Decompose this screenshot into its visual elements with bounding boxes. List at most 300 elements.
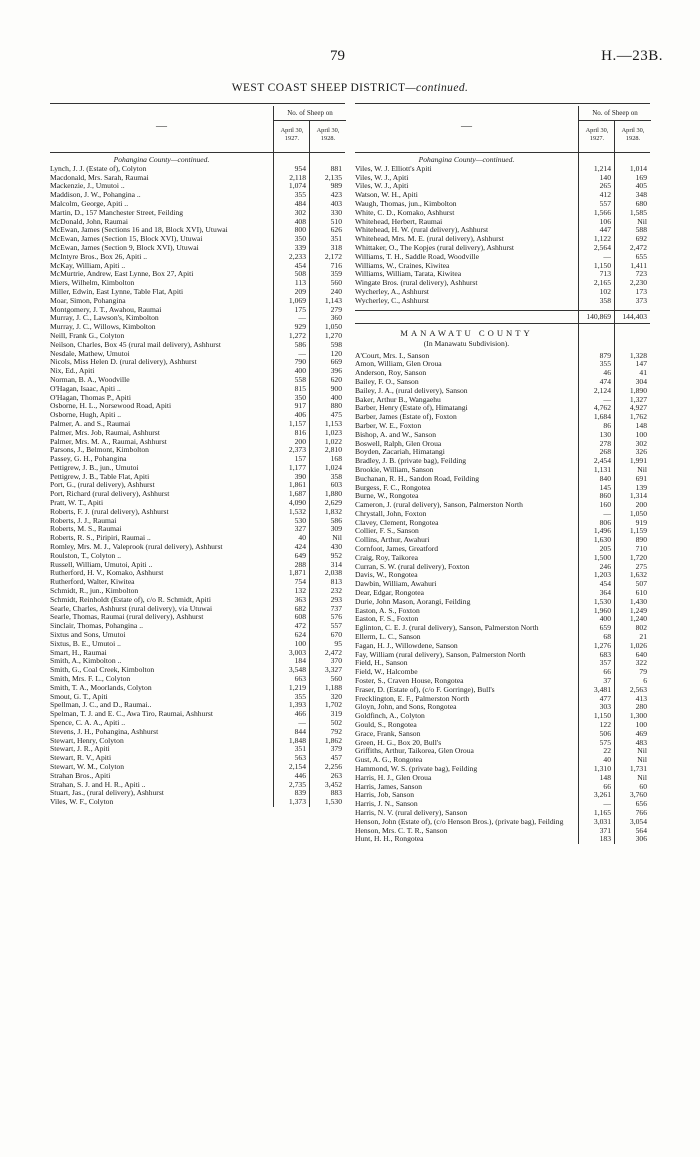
owner-name: Pettigrew, J. B., Table Flat, Apiti bbox=[50, 471, 150, 481]
sheep-1928: 348 bbox=[635, 190, 647, 200]
sheep-1927: 2,454 bbox=[593, 456, 611, 466]
sheep-1928: 263 bbox=[330, 770, 342, 780]
sheep-1928: Nil bbox=[637, 464, 647, 474]
sheep-1927: 663 bbox=[294, 674, 306, 684]
sheep-1928: Nil bbox=[637, 746, 647, 756]
owner-name: Stevens, J. H., Pohangina, Ashhurst bbox=[50, 726, 159, 736]
sheep-1928: 710 bbox=[635, 544, 647, 554]
sheep-1927: 408 bbox=[294, 216, 306, 226]
sheep-1927: 100 bbox=[294, 638, 306, 648]
document-reference: H.—23B. bbox=[601, 48, 663, 64]
owner-name: Murray, J. C., Lawson's, Kimbolton bbox=[50, 313, 159, 323]
sheep-1928: 640 bbox=[635, 649, 647, 659]
owner-name: Strahan Bros., Apiti bbox=[50, 770, 111, 780]
sheep-1928: 1,720 bbox=[629, 552, 647, 562]
sheep-1928: 200 bbox=[635, 500, 647, 510]
sheep-1928: 1,014 bbox=[629, 163, 647, 173]
owner-name: Lynch, J. J. (Estate of), Colyton bbox=[50, 163, 147, 173]
sheep-1927: 839 bbox=[294, 788, 306, 798]
owner-name: Nicols, Miss Helen D. (rural delivery), Ashhurst bbox=[50, 357, 197, 367]
owner-name: Burgess, F. C., Rongotea bbox=[355, 482, 431, 492]
table-row bbox=[50, 798, 345, 807]
owner-name: Strahan, S. J. and H. R., Apiti .. bbox=[50, 779, 146, 789]
sheep-1928: Nil bbox=[637, 772, 647, 782]
sheep-1927: 350 bbox=[294, 234, 306, 244]
owner-name: Stuart, Jas., (rural delivery), Ashhurst bbox=[50, 788, 164, 798]
sheep-1928: 1,731 bbox=[629, 764, 647, 773]
header-group-label: No. of Sheep on bbox=[578, 106, 651, 121]
sheep-1928: 413 bbox=[635, 693, 647, 703]
sheep-1928: 1,022 bbox=[324, 436, 342, 446]
owner-name: Mackenzie, J., Umutoi .. bbox=[50, 181, 125, 191]
sheep-1928: 2,230 bbox=[629, 278, 647, 288]
sheep-1928: 1,143 bbox=[324, 295, 342, 305]
owner-name: Harris, N. V. (rural delivery), Sanson bbox=[355, 807, 468, 817]
sheep-1928: 147 bbox=[635, 359, 647, 369]
sheep-1927: 806 bbox=[599, 517, 611, 527]
sheep-1927: 624 bbox=[294, 630, 306, 640]
owner-name: Bradley, J. B. (private bag), Feilding bbox=[355, 456, 467, 466]
sheep-1927: 355 bbox=[599, 359, 611, 369]
sheep-1928: 79 bbox=[639, 667, 647, 677]
sheep-1928: 360 bbox=[330, 313, 342, 323]
sheep-1927: 40 bbox=[603, 755, 611, 765]
sheep-1927: 713 bbox=[599, 269, 611, 279]
sheep-1928: 881 bbox=[330, 163, 342, 173]
table-header bbox=[355, 103, 650, 153]
owner-name: Fraser, D. (Estate of), (c/o F. Gorringe), Bull's bbox=[355, 684, 495, 694]
owner-name: Green, H. G., Box 20, Bull's bbox=[355, 737, 442, 747]
owner-name: Sinclair, Thomas, Pohangina .. bbox=[50, 621, 143, 631]
owner-name: Harris, J. N., Sanson bbox=[355, 799, 418, 809]
sheep-1928: 1,300 bbox=[629, 711, 647, 721]
sheep-1928: 1,585 bbox=[629, 207, 647, 217]
sheep-1928: 318 bbox=[330, 242, 342, 252]
owner-name: Bailey, F. O., Sanson bbox=[355, 376, 419, 386]
owner-name: Smart, H., Raumai bbox=[50, 647, 107, 657]
sheep-1928: 3,327 bbox=[324, 665, 342, 675]
sheep-1928: 2,172 bbox=[324, 251, 342, 261]
sheep-1928: 169 bbox=[635, 172, 647, 182]
table-row bbox=[355, 297, 650, 306]
owner-name: Gust, A. G., Rongotea bbox=[355, 755, 423, 765]
sheep-1928: 379 bbox=[330, 744, 342, 754]
sheep-1928: 4,927 bbox=[629, 403, 647, 413]
owner-name: Ellerm, L. C., Sanson bbox=[355, 632, 421, 642]
sheep-1927: 1,122 bbox=[593, 234, 611, 244]
owner-name: Chrystall, John, Foxton bbox=[355, 508, 427, 518]
sheep-1928: 41 bbox=[639, 368, 647, 378]
sheep-1928: 100 bbox=[635, 429, 647, 439]
sheep-1928: 576 bbox=[330, 612, 342, 622]
owner-name: O'Hagan, Thomas P., Apiti bbox=[50, 392, 131, 402]
sheep-1928: Nil bbox=[637, 216, 647, 226]
sheep-1927: 1,157 bbox=[288, 418, 306, 428]
sheep-1927: 4,762 bbox=[593, 403, 611, 413]
sheep-1927: 400 bbox=[599, 614, 611, 624]
owner-name: Durie, John Mason, Aorangi, Feilding bbox=[355, 596, 471, 606]
owner-name: Field, H., Sanson bbox=[355, 658, 408, 668]
sheep-1928: 670 bbox=[330, 630, 342, 640]
sheep-1927: 3,481 bbox=[593, 684, 611, 694]
sheep-1928: 1,328 bbox=[629, 350, 647, 360]
sheep-1927: 66 bbox=[603, 781, 611, 791]
sheep-1927: 474 bbox=[599, 376, 611, 386]
sheep-1927: 1,530 bbox=[593, 596, 611, 606]
owner-name: Roberts, F. J. (rural delivery), Ashhurst bbox=[50, 506, 169, 516]
sheep-1927: 2,233 bbox=[288, 251, 306, 261]
owner-name: Hammond, W. S. (private bag), Feilding bbox=[355, 764, 478, 773]
owner-name: Burne, W., Rongotea bbox=[355, 491, 419, 501]
owner-name: Clavey, Clement, Rongotea bbox=[355, 517, 439, 527]
owner-name: Murray, J. C., Willows, Kimbolton bbox=[50, 322, 156, 332]
sheep-1927: 659 bbox=[599, 623, 611, 633]
sheep-1927: 302 bbox=[294, 207, 306, 217]
sheep-1927: 205 bbox=[599, 544, 611, 554]
sheep-1927: 122 bbox=[599, 720, 611, 730]
sheep-1928: 723 bbox=[635, 269, 647, 279]
sheep-1928: 1,702 bbox=[324, 700, 342, 710]
sheep-1928: 680 bbox=[635, 198, 647, 208]
owner-name: Henson, John (Estate of), (c/o Henson Bros.), (private bag), Feilding bbox=[355, 816, 564, 826]
sheep-1928: 240 bbox=[330, 286, 342, 296]
owner-name: McKay, William, Apiti .. bbox=[50, 260, 126, 270]
sheep-1928: 2,563 bbox=[629, 684, 647, 694]
sheep-1927: 160 bbox=[599, 500, 611, 510]
sheep-1928: 1,159 bbox=[629, 526, 647, 536]
sheep-1927: 327 bbox=[294, 524, 306, 534]
header-col-1928: April 30, 1928. bbox=[614, 121, 651, 152]
sheep-1927: 1,532 bbox=[288, 506, 306, 516]
owner-name: Neill, Frank G., Colyton bbox=[50, 330, 125, 340]
owner-name: Maddison, J. W., Pohangina .. bbox=[50, 190, 141, 200]
owner-name: Roberts, R. S., Piripiri, Raumai .. bbox=[50, 533, 151, 543]
owner-name: Pettigrew, J. B., jun., Umutoi bbox=[50, 462, 139, 472]
owner-name: Searle, Thomas, Raumai (rural delivery), Ashhurst bbox=[50, 612, 204, 622]
sheep-1927: 4,090 bbox=[288, 498, 306, 508]
owner-name: Frecklington, E. F., Palmerston North bbox=[355, 693, 470, 703]
owner-name: Collier, F. S., Sanson bbox=[355, 526, 419, 536]
sheep-1928: 168 bbox=[330, 454, 342, 464]
sheep-1927: 246 bbox=[599, 561, 611, 571]
sheep-1927: 209 bbox=[294, 286, 306, 296]
sheep-1928: 403 bbox=[330, 198, 342, 208]
sheep-1928: 588 bbox=[635, 225, 647, 235]
sheep-1928: 557 bbox=[330, 621, 342, 631]
sheep-1927: 1,496 bbox=[593, 526, 611, 536]
owner-name: Williams, W., Craines, Kiwitea bbox=[355, 260, 450, 270]
owner-name: Harris, James, Sanson bbox=[355, 781, 423, 791]
owner-name: Craig, Roy, Taikorea bbox=[355, 552, 418, 562]
sheep-1927: 2,165 bbox=[593, 278, 611, 288]
sheep-1928: 95 bbox=[334, 638, 342, 648]
sheep-1927: 790 bbox=[294, 357, 306, 367]
title-suffix: —continued. bbox=[405, 82, 469, 94]
sheep-1927: 140 bbox=[599, 172, 611, 182]
owner-name: Harris, H. J., Glen Oroua bbox=[355, 772, 432, 782]
sheep-1927: 3,261 bbox=[593, 790, 611, 800]
sheep-1928: 626 bbox=[330, 225, 342, 235]
header-col-1928: April 30, 1928. bbox=[309, 121, 346, 152]
sheep-1928: 766 bbox=[635, 807, 647, 817]
owner-name: Field, W., Halcombe bbox=[355, 667, 418, 677]
sheep-1928: 610 bbox=[635, 588, 647, 598]
sheep-1927: 1,131 bbox=[593, 464, 611, 474]
sheep-1928: 560 bbox=[330, 674, 342, 684]
owner-name: Hunt, H. H., Rongotea bbox=[355, 834, 424, 844]
sheep-1928: 373 bbox=[635, 295, 647, 305]
sheep-1928: 293 bbox=[330, 594, 342, 604]
owner-name: Cameron, J. (rural delivery), Sanson, Palmerston North bbox=[355, 500, 523, 510]
sheep-1927: 265 bbox=[599, 181, 611, 191]
owner-name: Macdonald, Mrs. Sarah, Raumai bbox=[50, 172, 149, 182]
sheep-1927: 506 bbox=[599, 728, 611, 738]
owner-name: Palmer, Mrs. Job, Raumai, Ashhurst bbox=[50, 427, 160, 437]
sheep-1928: 792 bbox=[330, 726, 342, 736]
sheep-1928: 1,327 bbox=[629, 394, 647, 404]
sheep-1927: 86 bbox=[603, 420, 611, 430]
sheep-1928: 2,472 bbox=[629, 242, 647, 252]
owner-name: Rutherford, H. V., Komako, Ashhurst bbox=[50, 568, 164, 578]
sheep-1927: 2,373 bbox=[288, 445, 306, 455]
owner-name: Wycherley, A., Ashhurst bbox=[355, 286, 429, 296]
sheep-1928: 880 bbox=[330, 401, 342, 411]
owner-name: Schmidt, R., jun., Kimbolton bbox=[50, 586, 139, 596]
sheep-1928: 351 bbox=[330, 234, 342, 244]
sheep-1927: 447 bbox=[599, 225, 611, 235]
sheep-1927: 351 bbox=[294, 744, 306, 754]
sheep-1928: 1,890 bbox=[629, 385, 647, 395]
owner-name: Osborne, H. L., Norsewood Road, Apiti bbox=[50, 401, 172, 411]
owner-name: Eglinton, C. E. J. (rural delivery), Sanson, Palmerston North bbox=[355, 623, 539, 633]
sheep-1927: 140,869 bbox=[586, 311, 611, 321]
sheep-1927: 102 bbox=[599, 286, 611, 296]
header-col-1927: April 30, 1927. bbox=[578, 121, 615, 152]
sheep-1927: 879 bbox=[599, 350, 611, 360]
sheep-1927: — bbox=[298, 348, 306, 358]
sheep-1928: 144,403 bbox=[622, 311, 647, 321]
owner-name: Wingate Bros. (rural delivery), Ashhurst bbox=[355, 278, 478, 288]
owner-name: Baker, Arthur B., Wangaehu bbox=[355, 394, 441, 404]
sheep-1928: 510 bbox=[330, 216, 342, 226]
sheep-1928: 952 bbox=[330, 550, 342, 560]
owner-name: Curran, S. W. (rural delivery), Foxton bbox=[355, 561, 470, 571]
sheep-1928: 737 bbox=[330, 603, 342, 613]
sheep-1928: 319 bbox=[330, 709, 342, 719]
owner-name: Osborne, Hugh, Apiti .. bbox=[50, 410, 122, 420]
sheep-1927: 37 bbox=[603, 676, 611, 686]
owner-name: McDonald, John, Raumai bbox=[50, 216, 129, 226]
owner-name: Romley, Mrs. M. J., Valeprook (rural delivery), Ashhurst bbox=[50, 542, 223, 552]
sheep-1928: 1,411 bbox=[630, 260, 647, 270]
owner-name: Gloyn, John, and Sons, Rongotea bbox=[355, 702, 457, 712]
owner-name: Sixtus and Sons, Umutoi bbox=[50, 630, 126, 640]
sheep-1927: 917 bbox=[294, 401, 306, 411]
owner-name: Waugh, Thomas, jun., Kimbolton bbox=[355, 198, 457, 208]
owner-name: Bishop, A. and W., Sanson bbox=[355, 429, 437, 439]
owner-name: Spelman, T. J. and E. C., Awa Tiro, Raumai, Ashhurst bbox=[50, 709, 213, 719]
sheep-1927: 586 bbox=[294, 339, 306, 349]
owner-name: Dear, Edgar, Rongotea bbox=[355, 588, 424, 598]
sheep-1927: 183 bbox=[599, 834, 611, 844]
sheep-1928: 813 bbox=[330, 577, 342, 587]
sheep-1928: 400 bbox=[330, 392, 342, 402]
sheep-1928: 100 bbox=[635, 720, 647, 730]
sheep-1927: 1,861 bbox=[288, 480, 306, 490]
owner-name: Stewart, Henry, Colyton bbox=[50, 735, 124, 745]
sheep-1927: 530 bbox=[294, 515, 306, 525]
table-header bbox=[50, 103, 345, 153]
sheep-1927: 200 bbox=[294, 436, 306, 446]
sheep-1928: 502 bbox=[330, 718, 342, 727]
sheep-1927: 357 bbox=[599, 658, 611, 668]
owner-name: Nesdale, Mathew, Umutoi bbox=[50, 348, 130, 358]
sheep-1927: — bbox=[298, 313, 306, 323]
sheep-1927: 1,074 bbox=[288, 181, 306, 191]
sheep-1928: 560 bbox=[330, 278, 342, 288]
sheep-1928: 603 bbox=[330, 480, 342, 490]
owner-name: Smith, Mrs. F. L., Colyton bbox=[50, 674, 131, 684]
sheep-1927: 454 bbox=[294, 260, 306, 270]
owner-name: Davis, W., Rongotea bbox=[355, 570, 418, 580]
sheep-1928: 120 bbox=[330, 348, 342, 358]
sheep-1927: 358 bbox=[599, 295, 611, 305]
sheep-1927: 175 bbox=[294, 304, 306, 314]
owner-name: Gould, S., Rongotea bbox=[355, 720, 417, 730]
sheep-1927: 1,687 bbox=[288, 489, 306, 499]
owner-name: Parsons, J., Belmont, Kimbolton bbox=[50, 445, 149, 455]
sheep-1928: 475 bbox=[330, 410, 342, 420]
sheep-1927: 132 bbox=[294, 586, 306, 596]
sheep-1927: 1,566 bbox=[593, 207, 611, 217]
sheep-1927: 68 bbox=[603, 632, 611, 642]
sheep-1927: 466 bbox=[294, 709, 306, 719]
sheep-1928: 469 bbox=[635, 728, 647, 738]
sheep-1927: 157 bbox=[294, 454, 306, 464]
sheep-1927: 364 bbox=[599, 588, 611, 598]
section-heading: Pohangina County—continued. bbox=[418, 155, 515, 164]
sheep-1927: — bbox=[603, 251, 611, 261]
owner-name: Viles, W. J., Apiti bbox=[355, 181, 409, 191]
sheep-1928: 326 bbox=[635, 447, 647, 457]
sheep-1927: 2,118 bbox=[289, 172, 306, 182]
owner-name: Cornfoot, James, Greatford bbox=[355, 544, 439, 554]
sheep-1928: 322 bbox=[635, 658, 647, 668]
owner-name: Williams, T. H., Saddle Road, Woodville bbox=[355, 251, 479, 261]
owner-name: Schmidt, Reinholdt (Estate of), c/o R. Schmidt, Apiti bbox=[50, 594, 211, 604]
sheep-1928: 1,050 bbox=[629, 508, 647, 518]
sheep-1927: 406 bbox=[294, 410, 306, 420]
sheep-1927: 1,219 bbox=[288, 682, 306, 692]
sheep-1927: 363 bbox=[294, 594, 306, 604]
sheep-1927: 1,500 bbox=[593, 552, 611, 562]
sheep-1927: 339 bbox=[294, 242, 306, 252]
header-group-label: No. of Sheep on bbox=[273, 106, 346, 121]
sheep-1928: 359 bbox=[330, 269, 342, 279]
owner-name: Searle, Charles, Ashhurst (rural delivery), via Utuwai bbox=[50, 603, 213, 613]
sheep-1928: 370 bbox=[330, 656, 342, 666]
owner-name: Whittaker, O., The Kopjes (rural delivery), Ashhurst bbox=[355, 242, 514, 252]
owner-name: Buchanan, R. H., Sandon Road, Feilding bbox=[355, 473, 480, 483]
sheep-1927: 145 bbox=[599, 482, 611, 492]
sheep-1927: 860 bbox=[599, 491, 611, 501]
sheep-1927: 563 bbox=[294, 753, 306, 763]
sheep-1927: 929 bbox=[294, 322, 306, 332]
sheep-1927: 1,684 bbox=[593, 412, 611, 422]
owner-name: Fay, William (rural delivery), Sanson, Palmerston North bbox=[355, 649, 526, 659]
owner-name: McEwan, James (Section 15, Block XVI), Utuwai bbox=[50, 234, 203, 244]
sheep-1927: 40 bbox=[298, 533, 306, 543]
owner-name: White, C. D., Komako, Ashhurst bbox=[355, 207, 455, 217]
sheep-1927: 2,154 bbox=[288, 761, 306, 771]
page-title bbox=[0, 82, 700, 94]
sheep-1927: 1,373 bbox=[288, 797, 306, 807]
sheep-1928: 669 bbox=[330, 357, 342, 367]
owner-name: Smith, G., Coal Creek, Kimbolton bbox=[50, 665, 155, 675]
owner-name: Roberts, M. S., Raumai bbox=[50, 524, 122, 534]
sheep-1928: 691 bbox=[635, 473, 647, 483]
owner-name: Henson, Mrs. C. T. R., Sanson bbox=[355, 825, 448, 835]
owner-name: Bailey, J. A., (rural delivery), Sanson bbox=[355, 385, 468, 395]
section-heading: Pohangina County—continued. bbox=[113, 155, 210, 164]
sheep-1927: 508 bbox=[294, 269, 306, 279]
sheep-1927: 844 bbox=[294, 726, 306, 736]
owner-name: Spellman, J. C., and D., Raumai.. bbox=[50, 700, 152, 710]
sheep-1928: 60 bbox=[639, 781, 647, 791]
owner-name: Montgomery, J. T., Awahou, Raumai bbox=[50, 304, 162, 314]
sheep-1927: 3,548 bbox=[288, 665, 306, 675]
sheep-1927: 390 bbox=[294, 471, 306, 481]
sheep-1928: 1,249 bbox=[629, 605, 647, 615]
sheep-1927: 371 bbox=[599, 825, 611, 835]
sheep-1927: 954 bbox=[294, 163, 306, 173]
sheep-1928: 320 bbox=[330, 691, 342, 701]
owner-name: Barber, James (Estate of), Foxton bbox=[355, 412, 457, 422]
sheep-1928: 890 bbox=[635, 535, 647, 545]
owner-name: McMurtrie, Andrew, East Lynne, Box 27, Apiti bbox=[50, 269, 194, 279]
sheep-1928: 507 bbox=[635, 579, 647, 589]
page-number: 79 bbox=[330, 48, 345, 64]
sheep-1928: 302 bbox=[635, 438, 647, 448]
sheep-1927: 106 bbox=[599, 216, 611, 226]
sheep-1927: 575 bbox=[599, 737, 611, 747]
sheep-1927: 649 bbox=[294, 550, 306, 560]
sheep-1928: 280 bbox=[635, 702, 647, 712]
right-table bbox=[355, 103, 650, 844]
sheep-1928: 1,023 bbox=[324, 427, 342, 437]
sheep-1928: 3,452 bbox=[324, 779, 342, 789]
owner-name: Port, Richard (rural delivery), Ashhurst bbox=[50, 489, 170, 499]
sheep-1928: 1,632 bbox=[629, 570, 647, 580]
owner-name: Passey, G. H., Pohangina bbox=[50, 454, 127, 464]
owner-name: Miller, Edwin, East Lynne, Table Flat, Apiti bbox=[50, 286, 184, 296]
sheep-1927: 148 bbox=[599, 772, 611, 782]
sheep-1927: 1,069 bbox=[288, 295, 306, 305]
sheep-1928: 2,256 bbox=[324, 761, 342, 771]
sheep-1928: 405 bbox=[635, 181, 647, 191]
owner-name bbox=[355, 311, 574, 323]
sheep-1927: 184 bbox=[294, 656, 306, 666]
owner-name: Stewart, W. M., Colyton bbox=[50, 761, 125, 771]
sheep-1927: — bbox=[603, 799, 611, 809]
owner-name: Miers, Wilhelm, Kimbolton bbox=[50, 278, 135, 288]
owner-name: Palmer, A. and S., Raumai bbox=[50, 418, 131, 428]
sheep-1928: 430 bbox=[330, 542, 342, 552]
owner-name: Viles, W. J., Apiti bbox=[355, 172, 409, 182]
sheep-1928: 2,038 bbox=[324, 568, 342, 578]
owner-name: Whitehead, H. W. (rural delivery), Ashhurst bbox=[355, 225, 489, 235]
sheep-1928: 620 bbox=[330, 374, 342, 384]
